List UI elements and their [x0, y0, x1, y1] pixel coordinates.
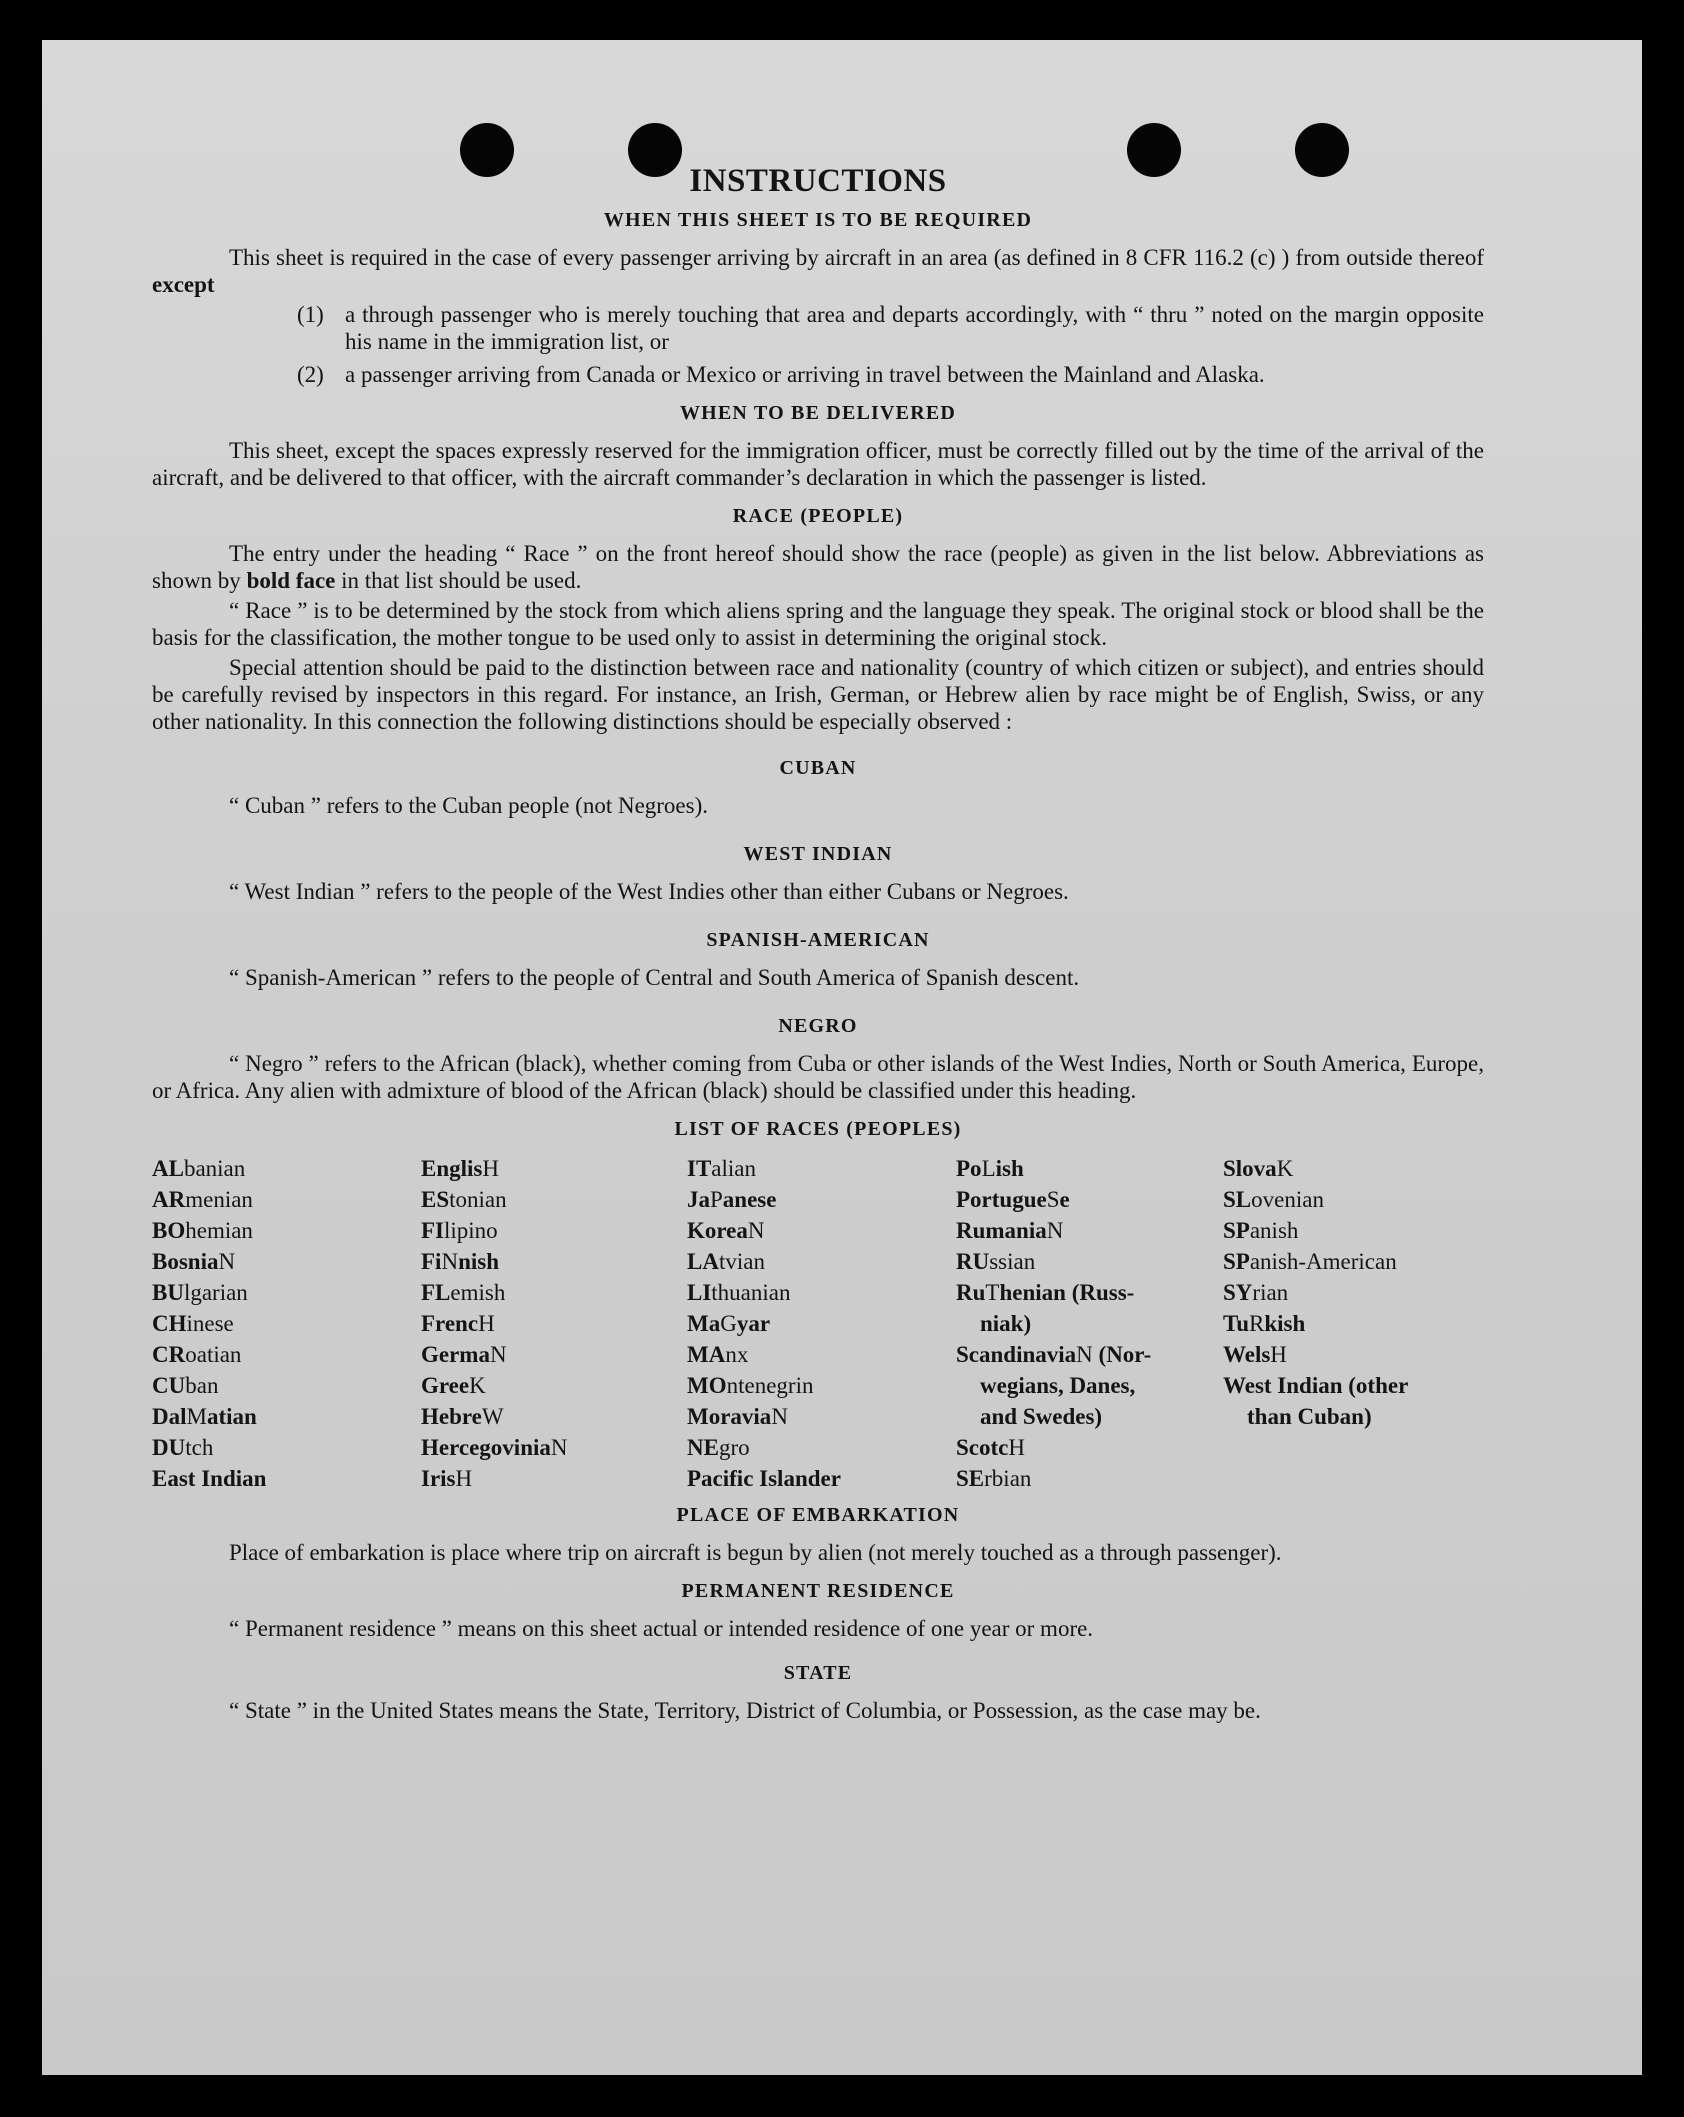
race-column [152, 1153, 421, 1494]
heading-cuban: CUBAN [779, 757, 857, 779]
race-entry: ScandinaviaN (Nor- [956, 1342, 1152, 1367]
race-entry: PoLish [956, 1156, 1024, 1181]
race-entry: BOhemian [152, 1218, 253, 1243]
race-entry: SPanish [1223, 1218, 1299, 1243]
race-entry: FIlipino [421, 1218, 498, 1243]
race-entry: DUtch [152, 1435, 214, 1460]
race-entry: ARmenian [152, 1187, 253, 1212]
heading-embarkation: PLACE OF EMBARKATION [676, 1504, 960, 1526]
paragraph-when-delivered: This sheet, except the spaces expressly reserved for the immigration officer, must be correctly filled out by the time of the arrival of the aircraft, and be delivered to that officer, with the aircraft commander’s declaration in which the passenger is listed. [152, 438, 1484, 490]
paragraph-spanish-american: “ Spanish-American ” refers to the people of Central and South America of Spanish descent. [229, 965, 1080, 990]
heading-state: STATE [783, 1662, 853, 1684]
race-entry: BUlgarian [152, 1280, 248, 1305]
race-entry: RuThenian (Russ- [956, 1280, 1135, 1305]
race-entry: SlovaK [1223, 1156, 1294, 1181]
race-list [152, 1153, 1484, 1494]
race-entry: EStonian [421, 1187, 507, 1212]
race-entry: LAtvian [687, 1249, 765, 1274]
race-column [1223, 1153, 1463, 1494]
race-entry: RumaniaN [956, 1218, 1064, 1243]
race-entry: SErbian [956, 1466, 1032, 1491]
paragraph-west-indian: “ West Indian ” refers to the people of the West Indies other than either Cubans or Negroes. [229, 879, 1069, 904]
heading-list-of-races: LIST OF RACES (PEOPLES) [674, 1118, 962, 1140]
race-entry: niak) [980, 1311, 1032, 1336]
race-entry: CUban [152, 1373, 219, 1398]
race-entry: CRoatian [152, 1342, 242, 1367]
paragraph-cuban: “ Cuban ” refers to the Cuban people (not Negroes). [229, 793, 709, 818]
heading-when-required: WHEN THIS SHEET IS TO BE REQUIRED [603, 209, 1033, 231]
race-entry: LIthuanian [687, 1280, 791, 1305]
race-entry: MAnx [687, 1342, 749, 1367]
paragraph-negro: “ Negro ” refers to the African (black), whether coming from Cuba or other islands of the West Indies, North or South America, Europe, or Africa. Any alien with admixture of blood of the African (black) should be classified under this heading. [152, 1051, 1484, 1103]
race-column [421, 1153, 687, 1494]
paragraph-race-3: Special attention should be paid to the distinction between race and nationality (country of which citizen or subject), and entries should be carefully revised by inspectors in this regard. For instance, an Irish, German, or Hebrew alien by race might be of English, Swiss, or any other nationality. In this connection the following distinctions should be especially observed : [152, 655, 1484, 734]
race-entry: KoreaN [687, 1218, 765, 1243]
race-entry: HercegoviniaN [421, 1435, 568, 1460]
race-entry: SYrian [1223, 1280, 1289, 1305]
race-entry: DalMatian [152, 1404, 257, 1429]
race-entry: GermaN [421, 1342, 507, 1367]
paragraph-race-2: “ Race ” is to be determined by the stock from which aliens spring and the language they speak. The original stock or blood shall be the basis for the classification, the mother tongue to be used only to assist in determining the original stock. [152, 598, 1484, 650]
race-entry: SPanish-American [1223, 1249, 1397, 1274]
list-item: (2) a passenger arriving from Canada or Mexico or arriving in travel between the Mainland and Alaska. [297, 362, 1265, 387]
race-entry: wegians, Danes, [980, 1373, 1136, 1398]
heading-spanish-american: SPANISH-AMERICAN [706, 929, 930, 951]
heading-negro: NEGRO [778, 1015, 858, 1037]
heading-west-indian: WEST INDIAN [743, 843, 893, 865]
race-entry: ALbanian [152, 1156, 246, 1181]
instructions-content [152, 163, 1484, 1727]
race-entry: FiNnish [421, 1249, 500, 1274]
heading-race: RACE (PEOPLE) [732, 505, 904, 527]
race-entry: RUssian [956, 1249, 1036, 1274]
race-entry: CHinese [152, 1311, 234, 1336]
race-entry: TuRkish [1223, 1311, 1306, 1336]
race-entry: FrencH [421, 1311, 495, 1336]
race-entry: EnglisH [421, 1156, 499, 1181]
paragraph-race-1: The entry under the heading “ Race ” on the front hereof should show the race (people) as given in the list below. Abbreviations as shown by bold face in that list should be used. [152, 541, 1484, 593]
race-entry: MOntenegrin [687, 1373, 814, 1398]
paragraph-state: “ State ” in the United States means the State, Territory, District of Columbia, or Possession, as the case may be. [229, 1698, 1261, 1723]
paragraph-permanent-residence: “ Permanent residence ” means on this sheet actual or intended residence of one year or more. [229, 1616, 1094, 1641]
race-entry: MoraviaN [687, 1404, 788, 1429]
race-entry: WelsH [1223, 1342, 1287, 1367]
race-entry: ScotcH [956, 1435, 1025, 1460]
race-entry: NEgro [687, 1435, 750, 1460]
race-entry: BosniaN [152, 1249, 236, 1274]
race-entry: West Indian (other [1223, 1373, 1409, 1398]
paragraph-embarkation: Place of embarkation is place where trip on aircraft is begun by alien (not merely touched as a through passenger). [229, 1540, 1282, 1565]
race-entry: PortugueSe [956, 1187, 1070, 1212]
race-entry: MaGyar [687, 1311, 771, 1336]
page-title: INSTRUCTIONS [689, 163, 947, 199]
heading-when-delivered: WHEN TO BE DELIVERED [679, 402, 957, 424]
race-column [956, 1153, 1223, 1494]
list-item: (1) a through passenger who is merely touching that area and departs accordingly, with “ thru ” noted on the margin opposite his name in the immigration list, or [297, 302, 1484, 354]
race-entry: IrisH [421, 1466, 473, 1491]
race-entry: than Cuban) [1247, 1404, 1372, 1429]
race-entry: ITalian [687, 1156, 756, 1181]
heading-permanent-residence: PERMANENT RESIDENCE [681, 1580, 955, 1602]
race-entry: FLemish [421, 1280, 506, 1305]
race-column [687, 1153, 956, 1494]
exception-list [297, 301, 1484, 388]
race-entry: SLovenian [1223, 1187, 1324, 1212]
race-entry: JaPanese [687, 1187, 777, 1212]
race-entry: HebreW [421, 1404, 504, 1429]
race-entry: GreeK [421, 1373, 486, 1398]
race-entry: and Swedes) [980, 1404, 1103, 1429]
race-entry: East Indian [152, 1466, 267, 1491]
paragraph-when-required: This sheet is required in the case of every passenger arriving by aircraft in an area (as defined in 8 CFR 116.2 (c) ) from outside thereof except [152, 245, 1484, 297]
race-entry: Pacific Islander [687, 1466, 841, 1491]
